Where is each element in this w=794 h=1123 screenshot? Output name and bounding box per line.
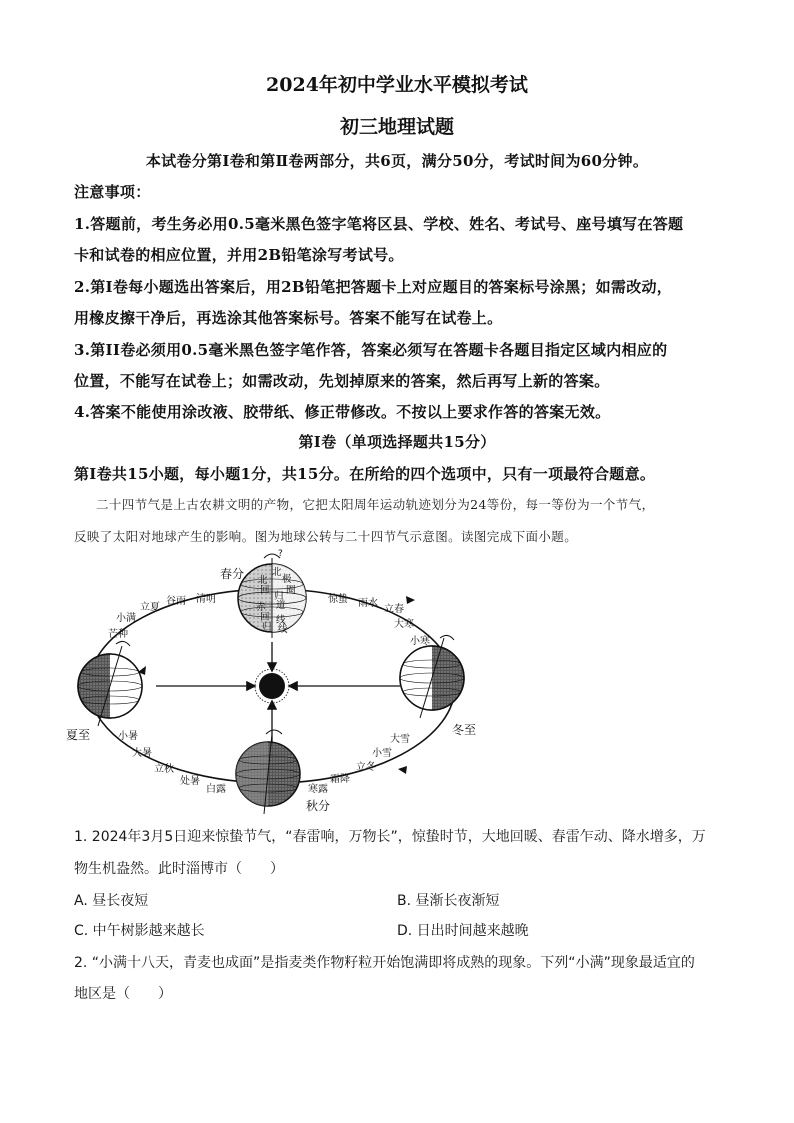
passage-line-2: 反映了太阳对地球产生的影响。图为地球公转与二十四节气示意图。读图完成下面小题。 (74, 529, 578, 544)
notes-heading: 注意事项： (74, 183, 151, 201)
term-xiaoshu: 小暑 (118, 731, 138, 742)
term-lixia: 立夏 (140, 602, 160, 613)
sun-icon (255, 669, 289, 703)
term-dahan: 大寒 (394, 619, 414, 630)
term-xiaoman: 小满 (116, 613, 136, 624)
term-xiaoxue: 小雪 (372, 748, 392, 759)
globe-label: 线 (278, 624, 288, 635)
globe-label: 圈 (286, 585, 296, 596)
question-2-line-1: 2. “小满十八天，青麦也成面”是指麦类作物籽粒开始饱满即将成熟的现象。下列“小满”现象最适宜的 (74, 955, 695, 971)
orbit-solar-terms-diagram (60, 548, 480, 828)
note-3-line-1: 3.第II卷必须用0.5毫米黑色签字笔作答，答案必须写在答题卡各题目指定区域内相应的 (74, 341, 668, 359)
orbit-arrow-bottom (398, 766, 407, 774)
globe-label: 赤 (256, 602, 266, 613)
rotation-mark-top: ? (278, 549, 283, 559)
note-1-line-2: 卡和试卷的相应位置，并用2B铅笔涂写考试号。 (74, 246, 404, 264)
label-autumn-equinox: 秋分 (306, 799, 331, 813)
term-lidong: 立冬 (356, 762, 376, 773)
globe-label: 归 (262, 622, 272, 633)
note-2-line-1: 2.第Ⅰ卷每小题选出答案后，用2B铅笔把答题卡上对应题目的答案标号涂黑；如需改动， (74, 278, 673, 296)
section-1-heading: 第Ⅰ卷（单项选择题共15分） (298, 433, 496, 451)
term-bailu: 白露 (206, 784, 226, 795)
earth-autumn-globe (236, 730, 300, 814)
label-winter-solstice: 冬至 (452, 723, 477, 737)
globe-label: 回 (260, 612, 270, 623)
term-mangzhong: 芒种 (108, 629, 128, 640)
question-1-line-2: 物生机盎然。此时淄博市（ ） (74, 861, 284, 877)
term-daxue: 大雪 (390, 734, 410, 745)
term-hanlu: 寒露 (308, 784, 328, 795)
note-4: 4.答案不能使用涂改液、胶带纸、修正带修改。不按以上要求作答的答案无效。 (74, 403, 611, 421)
term-dashu: 大暑 (132, 748, 152, 759)
globe-label: 回 (260, 585, 270, 596)
question-1-option-d[interactable]: D. 日出时间越来越晚 (397, 923, 529, 939)
globe-label: 北 (258, 575, 268, 586)
earth-winter-globe (400, 635, 464, 718)
label-spring-equinox: 春分 (220, 567, 245, 581)
question-2-line-2: 地区是（ ） (74, 986, 172, 1002)
term-chushu: 处暑 (180, 776, 200, 787)
exam-intro: 本试卷分第Ⅰ卷和第Ⅱ卷两部分，共6页，满分50分，考试时间为60分钟。 (145, 152, 649, 170)
passage-line-1: 二十四节气是上古农耕文明的产物，它把太阳周年运动轨迹划分为24等份，每一等份为一个节气， (96, 497, 655, 512)
globe-label: 归 (274, 591, 284, 602)
globe-label: 道 (276, 600, 286, 611)
subject-title: 初三地理试题 (339, 116, 454, 138)
term-shuangjiang: 霜降 (330, 774, 350, 785)
question-1-option-a[interactable]: A. 昼长夜短 (74, 893, 149, 909)
term-qingming: 清明 (196, 594, 216, 605)
term-yushui: 雨水 (358, 598, 378, 609)
orbit-arrow-top (406, 596, 415, 604)
globe-label: 线 (276, 615, 286, 626)
exam-title: 2024年初中学业水平模拟考试 (266, 74, 528, 96)
term-guyu: 谷雨 (166, 596, 186, 607)
note-1-line-1: 1.答题前，考生务必用0.5毫米黑色签字笔将区县、学校、姓名、考试号、座号填写在答题 (74, 215, 684, 233)
earth-summer-globe (78, 641, 142, 726)
term-lichun: 立春 (384, 604, 404, 615)
label-summer-solstice: 夏至 (66, 728, 91, 742)
term-jingzhe: 惊蛰 (328, 594, 348, 605)
term-xiaohan: 小寒 (410, 636, 430, 647)
globe-label: 北 (272, 567, 282, 578)
note-2-line-2: 用橡皮擦干净后，再选涂其他答案标号。答案不能写在试卷上。 (74, 309, 503, 327)
globe-label: 极 (282, 574, 292, 585)
note-3-line-2: 位置，不能写在试卷上；如需改动，先划掉原来的答案，然后再写上新的答案。 (74, 372, 610, 390)
question-1-option-c[interactable]: C. 中午树影越来越长 (74, 923, 205, 939)
question-1-line-1: 1. 2024年3月5日迎来惊蛰节气，“春雷响，万物长”，惊蛰时节，大地回暖、春雷乍动、降水增多，万 (74, 829, 706, 845)
section-1-instruction: 第Ⅰ卷共15小题，每小题1分，共15分。在所给的四个选项中，只有一项最符合题意。 (74, 465, 656, 483)
term-liqiu: 立秋 (154, 764, 174, 775)
question-1-option-b[interactable]: B. 昼渐长夜渐短 (397, 893, 500, 909)
